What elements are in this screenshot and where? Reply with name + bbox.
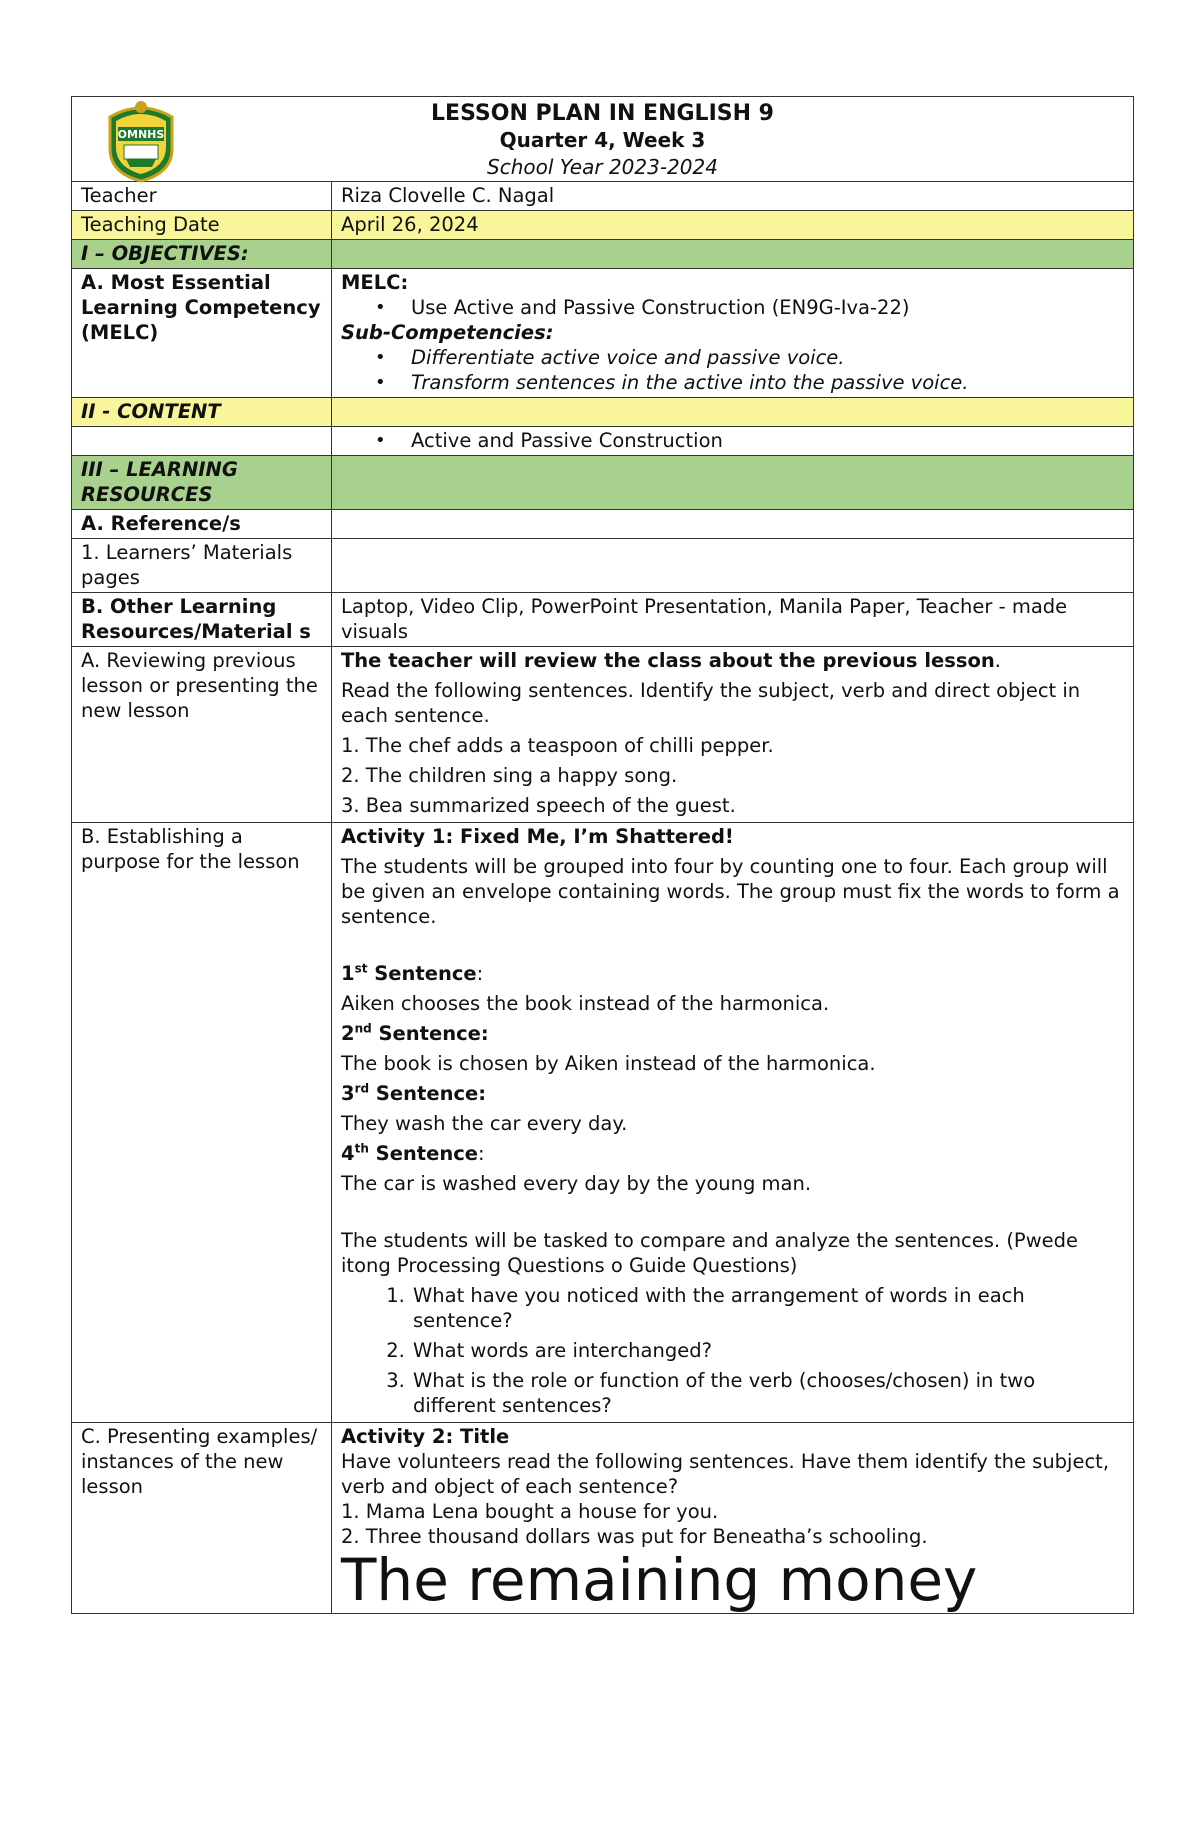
large-text: The remaining money [341,1546,978,1614]
content-cell [332,427,1134,456]
melc-row [72,269,1134,398]
content-heading-blank [332,398,1134,427]
presenting-cell [332,1423,1134,1614]
activity-2-title: Activity 2: Title [341,1425,510,1448]
review-cell [332,647,1134,823]
logo-text: OMNHS [117,128,165,141]
sentence-heading: 2nd Sentence: [341,1021,489,1045]
melc-list [341,295,1124,320]
header-row [72,97,1134,182]
guide-question: 3. What is the role or function of the verb (chooses/chosen) in two different sentences? [411,1368,1124,1418]
teacher-row [72,182,1134,211]
other-resources-label: B. Other Learning Resources/Material s [72,593,332,647]
resources-heading-row [72,456,1134,510]
learners-materials-blank [332,539,1134,593]
melc-title: MELC: [341,271,409,294]
references-label: A. Reference/s [72,510,332,539]
activity-1-instruction: The students will be grouped into four by counting one to four. Each group will be given an envelope containing words. The group must fix the words to form a sentence. [341,855,1120,928]
activity-2-instruction: Have volunteers read the following sentences. Have them identify the subject, verb and object of each sentence? [341,1450,1110,1498]
review-row [72,647,1134,823]
teacher-value: Riza Clovelle C. Nagal [332,182,1134,211]
page-title: LESSON PLAN IN ENGLISH 9 [431,101,774,126]
teaching-date-row [72,211,1134,240]
review-sentence: 1. The chef adds a teaspoon of chilli pepper. [341,734,774,757]
guide-question: 2. What words are interchanged? [411,1338,1124,1363]
references-row [72,510,1134,539]
other-resources-value: Laptop, Video Clip, PowerPoint Presentation, Manila Paper, Teacher - made visuals [332,593,1134,647]
review-instruction: Read the following sentences. Identify the subject, verb and direct object in each sentence. [341,679,1081,727]
sentence-text: The car is washed every day by the young man. [341,1172,812,1195]
review-label: A. Reviewing previous lesson or presenting the new lesson [72,647,332,823]
resources-heading-blank [332,456,1134,510]
activity-1-title: Activity 1: Fixed Me, I’m Shattered! [341,825,734,848]
references-blank [332,510,1134,539]
header-cell [72,97,1134,182]
guide-question: 1. What have you noticed with the arrangement of words in each sentence? [411,1283,1124,1333]
content-list [341,428,1124,453]
sentence-text: They wash the car every day. [341,1112,628,1135]
lesson-plan-table [71,96,1134,1614]
sub-competency-item: • Transform sentences in the active into the passive voice. [411,370,1124,395]
review-intro-end: . [994,649,1001,672]
content-row [72,427,1134,456]
presenting-label: C. Presenting examples/ instances of the new lesson [72,1423,332,1614]
sentence-text: Aiken chooses the book instead of the harmonica. [341,992,830,1015]
melc-label: A. Most Essential Learning Competency (MELC) [72,269,332,398]
school-logo-icon [102,97,180,183]
guide-questions-list [341,1283,1124,1418]
school-year-label: School Year 2023-2024 [487,155,718,179]
purpose-row [72,823,1134,1423]
content-heading: II - CONTENT [72,398,332,427]
purpose-label: B. Establishing a purpose for the lesson [72,823,332,1423]
resources-heading: III – LEARNING RESOURCES [72,456,332,510]
review-sentence: 2. The children sing a happy song. [341,764,678,787]
presenting-sentence: 2. Three thousand dollars was put for Beneatha’s schooling. [341,1525,928,1548]
sentence-heading: 1st Sentence: [341,961,484,985]
learners-materials-label: 1. Learners’ Materials pages [72,539,332,593]
content-label-blank [72,427,332,456]
review-sentence: 3. Bea summarized speech of the guest. [341,794,736,817]
lesson-plan-page [71,96,1133,1614]
objectives-heading-blank [332,240,1134,269]
objectives-heading: I – OBJECTIVES: [72,240,332,269]
presenting-row [72,1423,1134,1614]
objectives-heading-row [72,240,1134,269]
learners-materials-row [72,539,1134,593]
melc-cell [332,269,1134,398]
sentence-text: The book is chosen by Aiken instead of the harmonica. [341,1052,876,1075]
teaching-date-label: Teaching Date [72,211,332,240]
other-resources-row [72,593,1134,647]
melc-item: • Use Active and Passive Construction (EN9G-Iva-22) [411,295,1124,320]
review-intro: The teacher will review the class about the previous lesson [341,649,995,672]
sub-competencies-title: Sub-Competencies: [341,321,554,344]
analysis-text: The students will be tasked to compare and analyze the sentences. (Pwede itong Processing Questions o Guide Questions) [341,1229,1079,1277]
content-item: • Active and Passive Construction [411,428,1124,453]
sentence-heading: 3rd Sentence: [341,1081,487,1105]
teaching-date-value: April 26, 2024 [332,211,1134,240]
quarter-label: Quarter 4, Week 3 [499,128,706,152]
content-heading-row [72,398,1134,427]
sub-competencies-list [341,345,1124,395]
sentence-heading: 4th Sentence: [341,1141,485,1165]
sub-competency-item: • Differentiate active voice and passive voice. [411,345,1124,370]
purpose-cell [332,823,1134,1423]
presenting-sentence: 1. Mama Lena bought a house for you. [341,1500,719,1523]
teacher-label: Teacher [72,182,332,211]
